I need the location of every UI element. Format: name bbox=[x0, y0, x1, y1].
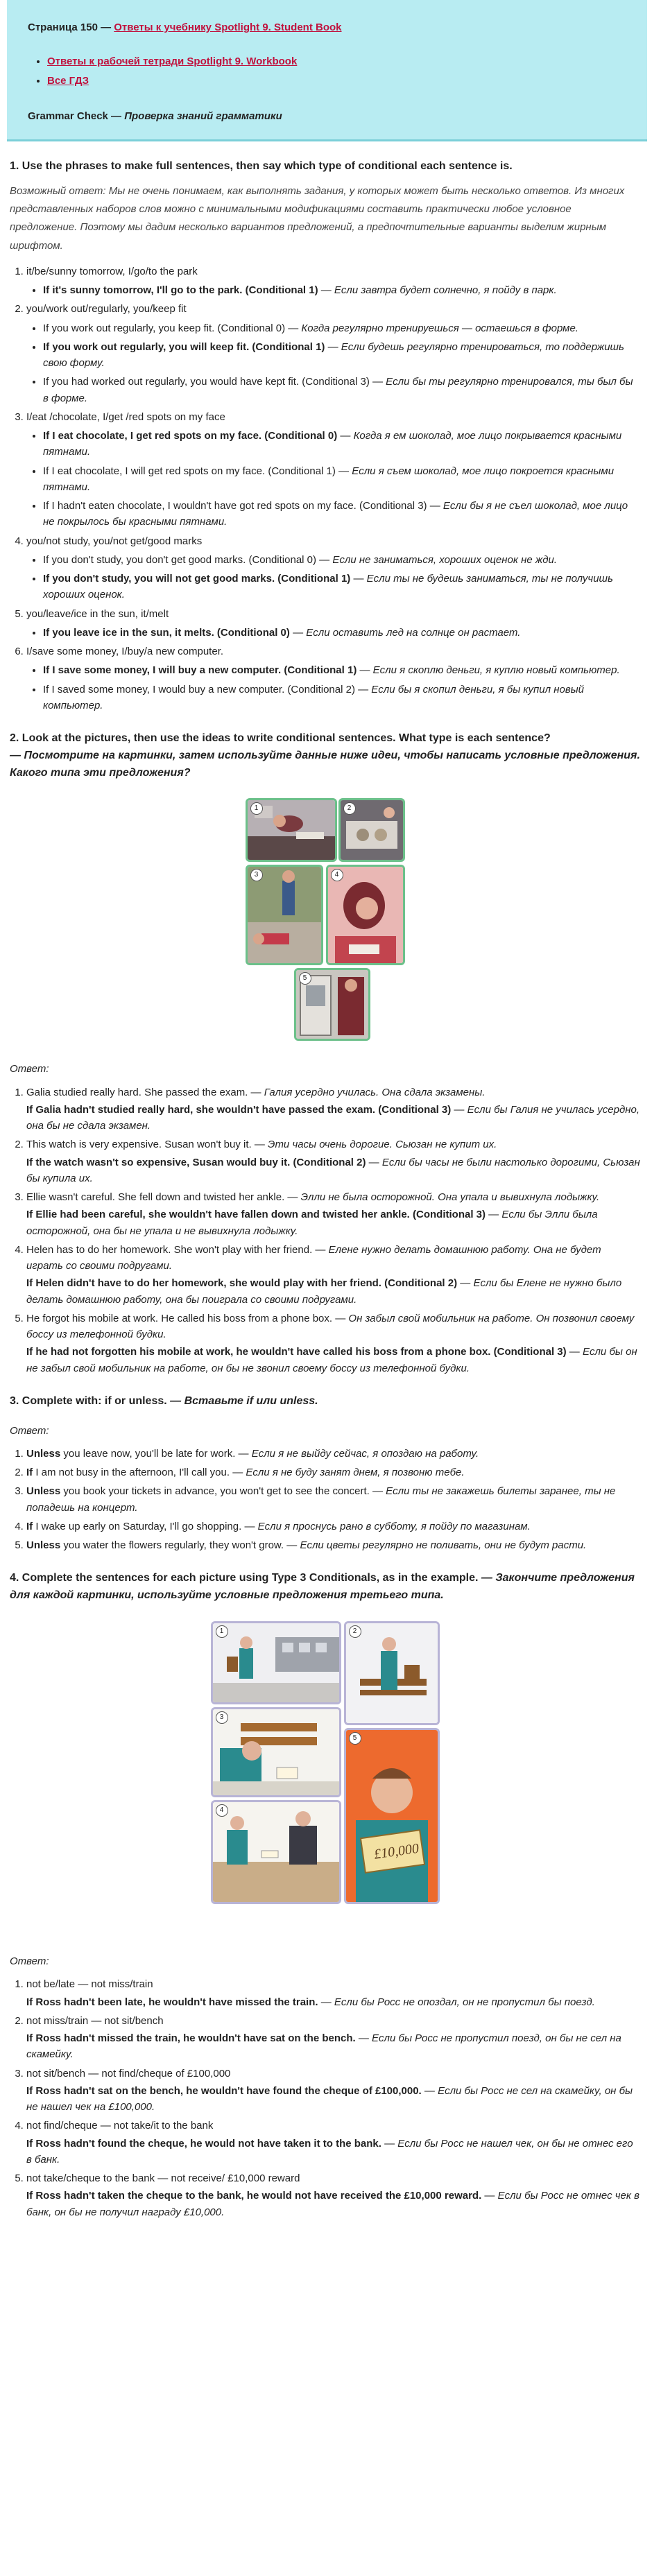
list-item bbox=[26, 409, 640, 530]
answer-option: • If you don't study, you will not get good marks. (Conditional 1) — Если ты не будешь заниматься, ты не получишь хороших оценок. bbox=[43, 571, 640, 603]
answer-options bbox=[26, 662, 640, 714]
answer-english: If the watch wasn't so expensive, Susan would buy it. (Conditional 2) bbox=[26, 1156, 366, 1168]
answer-russian: Если завтра будет солнечно, я пойду в парк. bbox=[334, 284, 557, 297]
answer-line: If he had not forgotten his mobile at work, he wouldn't have called his boss from a phone box. (Conditional 3) — Если бы он не забыл свой мобильник на работе, он бы не звонил своему боссу из телефонной будки. bbox=[26, 1346, 637, 1374]
answer-word: If bbox=[26, 1467, 33, 1479]
answer-option: • If I hadn't eaten chocolate, I wouldn't have got red spots on my face. (Conditional 3) — Если бы я не съел шоколад, мое лицо не покрылось бы красными пятнами. bbox=[43, 498, 640, 530]
answer-options bbox=[26, 282, 640, 298]
picture-number: 2 bbox=[343, 802, 356, 815]
answer-russian: Если ты не закажешь билеты заранее, ты не попадешь на концерт. bbox=[26, 1485, 616, 1514]
phrase-prompt: you/work out/regularly, you/keep fit bbox=[26, 303, 187, 315]
homework-girl-illustration bbox=[328, 867, 403, 963]
list-item bbox=[26, 1976, 640, 2010]
ex4-pictures bbox=[211, 1621, 440, 1937]
answer-options bbox=[26, 428, 640, 530]
answer-options bbox=[26, 320, 640, 406]
answer-line: If Helen didn't have to do her homework, she would play with her friend. (Conditional 2) — Если бы Елене не нужно было делать домашнюю работу, она бы поиграла со своими подругами. bbox=[26, 1277, 622, 1306]
phrase-prompt: you/leave/ice in the sun, it/melt bbox=[26, 607, 169, 620]
answer-russian: Если бы Росс не сел на скамейку, он бы не нашел чек на £100,000. bbox=[26, 2084, 633, 2113]
answer-option: • If I eat chocolate, I will get red spots on my face. (Conditional 1) — Если я съем шоколад, мое лицо покроется красными пятнами. bbox=[43, 463, 640, 496]
header-panel bbox=[7, 0, 647, 141]
links-list bbox=[28, 53, 626, 89]
phrase-prompt: 3. not sit/bench — not find/cheque of £100,000 bbox=[26, 2067, 231, 2080]
answer-russian: Если бы я не съел шоколад, мое лицо не покрылось бы красными пятнами. bbox=[43, 500, 628, 528]
ex2-pictures bbox=[246, 798, 405, 1044]
phrase-prompt: it/be/sunny tomorrow, I/go/to the park bbox=[26, 265, 198, 277]
answer-russian: Если бы Элли была осторожной, она бы не упала и не вывихнула лодыжку. bbox=[26, 1209, 598, 1237]
ex3-answer-label: Ответ: bbox=[10, 1424, 49, 1437]
picture-4 bbox=[211, 1800, 341, 1904]
answer-russian: Если бы Росс не пропустил поезд, он бы не сел на скамейку. bbox=[26, 2032, 621, 2061]
content bbox=[0, 158, 661, 2220]
ideas-line: 4. Helen has to do her homework. She won't play with her friend. — Елене нужно делать домашнюю работу. Она не будет играть со своими подругами. bbox=[26, 1243, 601, 1272]
ideas-line: 1. Galia studied really hard. She passed the exam. — Галия усердно училась. Она сдала экзамены. bbox=[26, 1086, 486, 1098]
list-item bbox=[26, 2118, 640, 2168]
answer-russian: Если бы ты регулярно тренировался, ты был бы в форме. bbox=[43, 376, 633, 404]
fallen-girl-illustration bbox=[248, 867, 321, 963]
bank-illustration bbox=[213, 1802, 339, 1902]
finding-cheque-illustration bbox=[213, 1709, 339, 1795]
list-item bbox=[26, 1242, 640, 1308]
grammar-check-heading: Grammar Check — Проверка знаний грамматики bbox=[28, 110, 282, 122]
sentence-rest: I wake up early on Saturday, I'll go shopping. bbox=[33, 1520, 242, 1532]
sentence-rest: you book your tickets in advance, you won't get to see the concert. bbox=[60, 1485, 370, 1498]
answer-option: • If you leave ice in the sun, it melts. (Conditional 0) — Если оставить лед на солнце он растает. bbox=[43, 625, 640, 641]
late-for-train-illustration bbox=[213, 1623, 339, 1702]
ex2-answer-label: Ответ: bbox=[10, 1063, 49, 1075]
ideas-english: Galia studied really hard. She passed the exam. bbox=[26, 1086, 248, 1098]
list-item bbox=[26, 1136, 640, 1186]
list-item: 5. Unless you water the flowers regularly, they won't grow. — Если цветы регулярно не поливать, они не будут расти. bbox=[26, 1537, 640, 1553]
answer-option: • If you work out regularly, you keep fit. (Conditional 0) — Когда регулярно тренируешься — остаешься в форме. bbox=[43, 320, 640, 336]
picture-number: 1 bbox=[250, 802, 263, 815]
answer-option: • If I eat chocolate, I get red spots on my face. (Conditional 0) — Когда я ем шоколад, мое лицо покрывается красными пятнами. bbox=[43, 428, 640, 460]
picture-4 bbox=[326, 865, 405, 965]
answer-option: • If I save some money, I will buy a new computer. (Conditional 1) — Если я скоплю деньги, я куплю новый компьютер. bbox=[43, 662, 640, 678]
answer-english: If you leave ice in the sun, it melts. (Conditional 0) bbox=[43, 626, 290, 639]
picture-3 bbox=[211, 1707, 341, 1797]
list-item bbox=[26, 1189, 640, 1239]
phrase-prompt: I/save some money, I/buy/a new computer. bbox=[26, 646, 224, 658]
ideas-line: 2. This watch is very expensive. Susan won't buy it. — Эти часы очень дорогие. Сьюзан не купит их. bbox=[26, 1139, 497, 1151]
answer-english: If Helen didn't have to do her homework, she would play with her friend. (Conditional 2) bbox=[26, 1277, 458, 1290]
picture-number: 3 bbox=[216, 1711, 228, 1724]
ex3-list bbox=[10, 1446, 640, 1554]
list-item bbox=[26, 1311, 640, 1376]
answer-russian: Если я проснусь рано в субботу, я пойду по магазинам. bbox=[257, 1520, 531, 1532]
answer-english: If I saved some money, I would buy a new computer. (Conditional 2) bbox=[43, 683, 355, 695]
answer-russian: Если я не буду занят днем, я позвоню тебе. bbox=[246, 1467, 465, 1479]
ideas-russian: Элли не была осторожной. Она упала и вывихнула лодыжку. bbox=[300, 1191, 600, 1204]
list-item bbox=[47, 53, 626, 69]
student-book-link[interactable]: Ответы к учебнику Spotlight 9. Student Book bbox=[114, 21, 342, 33]
ex4-list bbox=[10, 1976, 640, 2220]
picture-number: 2 bbox=[349, 1625, 361, 1638]
list-item bbox=[26, 263, 640, 299]
answer-english: If Ellie had been careful, she wouldn't have fallen down and twisted her ankle. (Conditional 3) bbox=[26, 1209, 486, 1221]
ex2-list bbox=[10, 1084, 640, 1376]
ideas-english: He forgot his mobile at work. He called his boss from a phone box. bbox=[26, 1312, 333, 1324]
ideas-russian: Галия усердно училась. Она сдала экзамены. bbox=[264, 1086, 486, 1098]
all-gdz-link[interactable]: Все ГДЗ bbox=[47, 74, 89, 87]
answer-english: If Ross hadn't sat on the bench, he wouldn't have found the cheque of £100,000. bbox=[26, 2084, 422, 2097]
answer-russian: Если бы Росс не опоздал, он не пропустил бы поезд. bbox=[334, 1996, 595, 2008]
answer-english: If you don't study, you will not get good marks. (Conditional 1) bbox=[43, 573, 351, 585]
picture-3 bbox=[246, 865, 323, 965]
answer-line: If Ross hadn't missed the train, he wouldn't have sat on the bench. — Если бы Росс не пропустил поезд, он бы не сел на скамейку. bbox=[26, 2032, 621, 2061]
reward-illustration bbox=[346, 1730, 438, 1902]
list-item bbox=[26, 301, 640, 406]
answer-line: If Galia hadn't studied really hard, she wouldn't have passed the exam. (Conditional 3) — Если бы Галия не училась усердно, она бы не сдала экзамен. bbox=[26, 1103, 640, 1132]
list-item: 2. If I am not busy in the afternoon, I'll call you. — Если я не буду занят днем, я позвоню тебе. bbox=[26, 1464, 640, 1480]
picture-number: 5 bbox=[299, 972, 311, 985]
list-item bbox=[26, 2066, 640, 2116]
bench-illustration bbox=[346, 1623, 438, 1723]
answer-russian: Если я съем шоколад, мое лицо покроется красными пятнами. bbox=[43, 465, 615, 493]
picture-2 bbox=[344, 1621, 440, 1725]
workbook-link[interactable]: Ответы к рабочей тетради Spotlight 9. Workbook bbox=[47, 55, 298, 68]
answer-russian: Если бы я скопил деньги, я бы купил новый компьютер. bbox=[43, 683, 585, 711]
picture-1 bbox=[246, 798, 337, 862]
ideas-russian: Эти часы очень дорогие. Сьюзан не купит их. bbox=[268, 1139, 497, 1151]
answer-russian: Если я скоплю деньги, я куплю новый компьютер. bbox=[372, 664, 620, 677]
answer-english: If I save some money, I will buy a new computer. (Conditional 1) bbox=[43, 664, 357, 677]
answer-russian: Если бы Росс не отнес чек в банк, он бы не получил награду £10,000. bbox=[26, 2190, 639, 2218]
picture-number: 1 bbox=[216, 1625, 228, 1638]
answer-english: If Ross hadn't been late, he wouldn't have missed the train. bbox=[26, 1996, 318, 2008]
answer-english: If Galia hadn't studied really hard, she wouldn't have passed the exam. (Conditional 3) bbox=[26, 1103, 452, 1116]
phrase-prompt: 4. not find/cheque — not take/it to the bank bbox=[26, 2120, 214, 2132]
page-line bbox=[28, 19, 626, 35]
ex2-title: 2. Look at the pictures, then use the ideas to write conditional sentences. What type is each sentence? — Посмотрите на картинки, затем используйте данные ниже идеи, чтобы написать условные предложения. Какого типа эти предложения? bbox=[10, 732, 640, 779]
list-item bbox=[26, 533, 640, 603]
ideas-english: Helen has to do her homework. She won't play with her friend. bbox=[26, 1243, 313, 1256]
sentence-rest: you water the flowers regularly, they won't grow. bbox=[60, 1539, 284, 1552]
answer-russian: Если бы Елене не нужно было делать домашнюю работу, она бы поиграла со своими подругами. bbox=[26, 1277, 622, 1306]
answer-word: Unless bbox=[26, 1539, 61, 1552]
answer-word: Unless bbox=[26, 1447, 61, 1460]
ex4-answer-label: Ответ: bbox=[10, 1955, 49, 1968]
answer-option: • If I saved some money, I would buy a new computer. (Conditional 2) — Если бы я скопил деньги, я бы купил новый компьютер. bbox=[43, 682, 640, 714]
page-label: Страница 150 — bbox=[28, 21, 112, 33]
answer-english: If Ross hadn't found the cheque, he would not have taken it to the bank. bbox=[26, 2137, 381, 2150]
answer-russian: Если бы часы не были настолько дорогими, Сьюзан бы купила их. bbox=[26, 1156, 640, 1184]
sentence-rest: you leave now, you'll be late for work. bbox=[60, 1447, 236, 1460]
list-item bbox=[26, 1084, 640, 1134]
answer-english: If I eat chocolate, I will get red spots on my face. (Conditional 1) bbox=[43, 465, 336, 477]
answer-russian: Когда регулярно тренируешься — остаешься в форме. bbox=[301, 322, 578, 334]
answer-russian: Если ты не будешь заниматься, ты не получишь хороших оценок. bbox=[43, 573, 613, 601]
phrase-prompt: 5. not take/cheque to the bank — not receive/ £10,000 reward bbox=[26, 2172, 300, 2185]
answer-option: • If you had worked out regularly, you would have kept fit. (Conditional 3) — Если бы ты регулярно тренировался, ты был бы в форме. bbox=[43, 374, 640, 406]
answer-russian: Когда я ем шоколад, мое лицо покрывается красными пятнами. bbox=[43, 430, 622, 458]
answer-english: If I eat chocolate, I get red spots on my face. (Conditional 0) bbox=[43, 430, 338, 442]
list-item bbox=[26, 643, 640, 714]
answer-line: If Ross hadn't taken the cheque to the bank, he would not have received the £10,000 reward. — Если бы Росс не отнес чек в банк, он бы не получил награду £10,000. bbox=[26, 2190, 639, 2218]
answer-english: If I hadn't eaten chocolate, I wouldn't have got red spots on my face. (Conditional 3) bbox=[43, 500, 427, 512]
ideas-russian: Он забыл свой мобильник на работе. Он позвонил своему боссу из телефонной будки. bbox=[26, 1312, 635, 1341]
ideas-line: 5. He forgot his mobile at work. He called his boss from a phone box. — Он забыл свой мобильник на работе. Он позвонил своему боссу из телефонной будки. bbox=[26, 1312, 635, 1341]
list-item bbox=[26, 2013, 640, 2063]
ideas-english: Ellie wasn't careful. She fell down and twisted her ankle. bbox=[26, 1191, 285, 1204]
sentence-rest: I am not busy in the afternoon, I'll call you. bbox=[33, 1467, 230, 1479]
phrase-prompt: 2. not miss/train — not sit/bench bbox=[26, 2014, 164, 2027]
answer-english: If he had not forgotten his mobile at work, he wouldn't have called his boss from a phone box. (Conditional 3) bbox=[26, 1346, 567, 1358]
list-item bbox=[26, 2170, 640, 2220]
picture-number: 5 bbox=[349, 1732, 361, 1745]
answer-line: If Ross hadn't sat on the bench, he wouldn't have found the cheque of £100,000. — Если бы Росс не сел на скамейку, он бы не нашел чек на £100,000. bbox=[26, 2084, 633, 2113]
answer-english: If you had worked out regularly, you would have kept fit. (Conditional 3) bbox=[43, 376, 370, 388]
answer-options bbox=[26, 552, 640, 603]
ex4-title: 4. Complete the sentences for each picture using Type 3 Conditionals, as in the example. — Закончите предложения для каждой картинки, используйте условные предложения третьего типа. bbox=[10, 1572, 635, 1602]
picture-number: 4 bbox=[216, 1804, 228, 1817]
list-item: 4. If I wake up early on Saturday, I'll go shopping. — Если я проснусь рано в субботу, я пойду по магазинам. bbox=[26, 1519, 640, 1535]
picture-number: 3 bbox=[250, 869, 263, 881]
cheque-amount: £10,000 bbox=[372, 1840, 420, 1862]
picture-1 bbox=[211, 1621, 341, 1704]
list-item bbox=[47, 73, 626, 89]
answer-russian: Если бы Росс не нашел чек, он бы не отнес его в банк. bbox=[26, 2137, 633, 2166]
phrase-prompt: you/not study, you/not get/good marks bbox=[26, 535, 203, 547]
answer-russian: Если бы он не забыл свой мобильник на работе, он бы не звонил своему боссу из телефонной будки. bbox=[26, 1346, 637, 1374]
ex1-list bbox=[10, 263, 640, 714]
answer-russian: Если цветы регулярно не поливать, они не будут расти. bbox=[300, 1539, 587, 1552]
answer-russian: Если не заниматься, хороших оценок не жди. bbox=[332, 553, 558, 566]
ideas-line: 3. Ellie wasn't careful. She fell down and twisted her ankle. — Элли не была осторожной. Она упала и вывихнула лодыжку. bbox=[26, 1191, 600, 1204]
answer-english: If it's sunny tomorrow, I'll go to the park. (Conditional 1) bbox=[43, 284, 318, 297]
ex1-intro: Возможный ответ: Мы не очень понимаем, как выполнять задания, у которых может быть несколько ответов. Из многих представленных наборов слов можно с минимальными модификациями составить практически любое условное предложение. Поэтому мы дадим несколько вариантов предложений, а предпочтительные варианты выделим жирным шрифтом. bbox=[10, 184, 625, 252]
answer-option: • If you don't study, you don't get good marks. (Conditional 0) — Если не заниматься, хороших оценок не жди. bbox=[43, 552, 640, 568]
answer-english: If you work out regularly, you will keep fit. (Conditional 1) bbox=[43, 340, 325, 353]
list-item bbox=[26, 606, 640, 641]
picture-5 bbox=[294, 968, 370, 1041]
answer-english: If Ross hadn't taken the cheque to the bank, he would not have received the £10,000 reward. bbox=[26, 2190, 482, 2202]
answer-word: Unless bbox=[26, 1485, 61, 1498]
answer-english: If you don't study, you don't get good marks. (Conditional 0) bbox=[43, 553, 317, 566]
answer-line: If the watch wasn't so expensive, Susan would buy it. (Conditional 2) — Если бы часы не были настолько дорогими, Сьюзан бы купила их. bbox=[26, 1156, 640, 1184]
answer-english: If you work out regularly, you keep fit. (Conditional 0) bbox=[43, 322, 286, 334]
answer-word: If bbox=[26, 1520, 33, 1532]
answer-line: If Ellie had been careful, she wouldn't have fallen down and twisted her ankle. (Conditional 3) — Если бы Элли была осторожной, она бы не упала и не вывихнула лодыжку. bbox=[26, 1209, 598, 1237]
answer-english: If Ross hadn't missed the train, he wouldn't have sat on the bench. bbox=[26, 2032, 356, 2045]
ex1-title: 1. Use the phrases to make full sentences, then say which type of conditional each sentence is. bbox=[10, 160, 513, 172]
phrase-prompt: I/eat /chocolate, I/get /red spots on my face bbox=[26, 410, 225, 423]
answer-options bbox=[26, 625, 640, 641]
picture-5 bbox=[344, 1728, 440, 1904]
picture-number: 4 bbox=[331, 869, 343, 881]
answer-russian: Если бы Галия не училась усердно, она бы не сдала экзамен. bbox=[26, 1103, 640, 1132]
answer-line: If Ross hadn't found the cheque, he would not have taken it to the bank. — Если бы Росс не нашел чек, он бы не отнес его в банк. bbox=[26, 2137, 633, 2166]
answer-russian: Если оставить лед на солнце он растает. bbox=[306, 626, 521, 639]
phrase-prompt: 1. not be/late — not miss/train bbox=[26, 1978, 153, 1991]
picture-2 bbox=[338, 798, 405, 862]
list-item: 3. Unless you book your tickets in advance, you won't get to see the concert. — Если ты не закажешь билеты заранее, ты не попадешь на концерт. bbox=[26, 1483, 640, 1516]
answer-russian: Если я не выйду сейчас, я опоздаю на работу. bbox=[251, 1447, 479, 1460]
answer-russian: Если будешь регулярно тренироваться, то поддержишь свою форму. bbox=[43, 340, 624, 370]
ex3-title: 3. Complete with: if or unless. — Вставьте if или unless. bbox=[10, 1394, 318, 1407]
answer-line: If Ross hadn't been late, he wouldn't have missed the train. — Если бы Росс не опоздал, он не пропустил бы поезд. bbox=[26, 1996, 595, 2008]
answer-option: • If it's sunny tomorrow, I'll go to the park. (Conditional 1) — Если завтра будет солнечно, я пойду в парк. bbox=[43, 282, 640, 298]
list-item: 1. Unless you leave now, you'll be late for work. — Если я не выйду сейчас, я опоздаю на работу. bbox=[26, 1446, 640, 1462]
ideas-english: This watch is very expensive. Susan won't buy it. bbox=[26, 1139, 252, 1151]
ideas-russian: Елене нужно делать домашнюю работу. Она не будет играть со своими подругами. bbox=[26, 1243, 601, 1272]
answer-option: • If you work out regularly, you will keep fit. (Conditional 1) — Если будешь регулярно тренироваться, то поддержишь свою форму. bbox=[43, 339, 640, 372]
